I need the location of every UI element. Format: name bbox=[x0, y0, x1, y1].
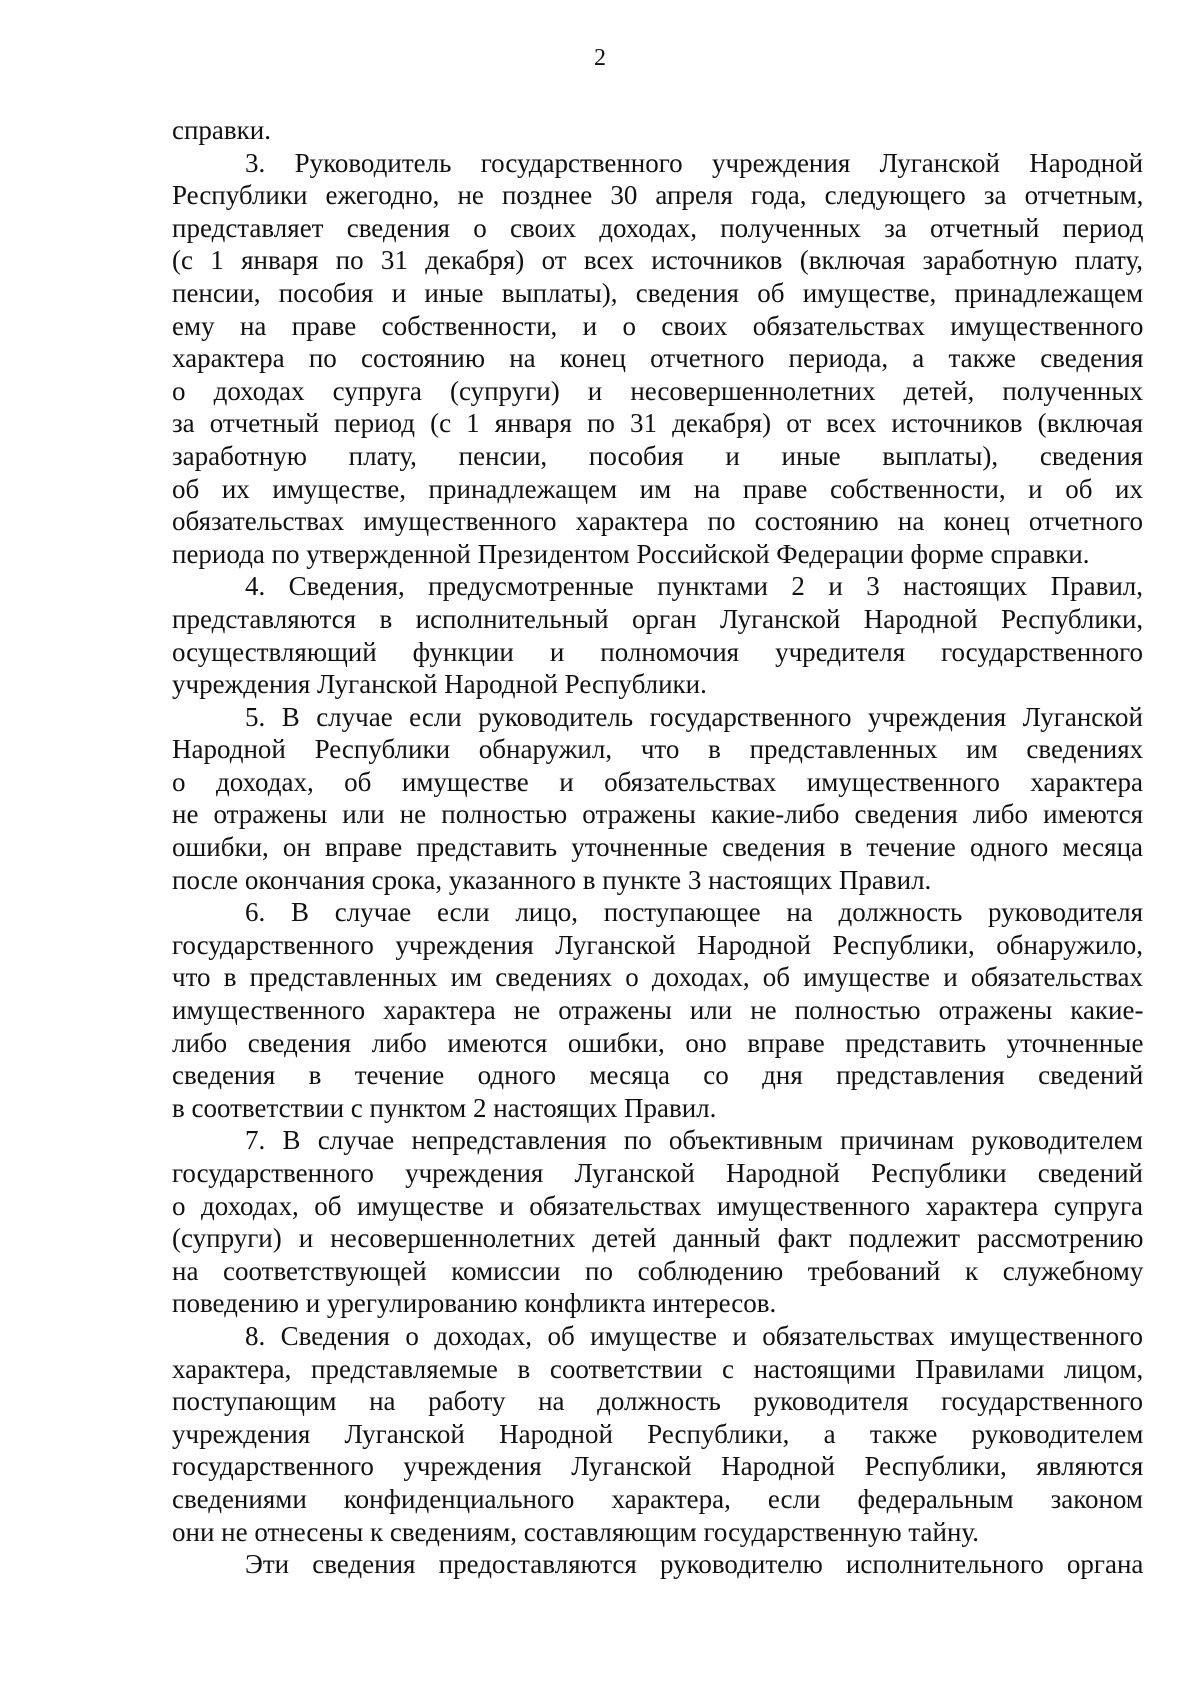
text-line: 7. В случае непредставления по объективным причинам руководителем bbox=[245, 1125, 1143, 1156]
text-line: ошибки, он вправе представить уточненные сведения в течение одного месяца bbox=[172, 832, 1143, 863]
text-line: 6. В случае если лицо, поступающее на должность руководителя bbox=[245, 897, 1144, 928]
text-line: представляются в исполнительный орган Луганской Народной Республики, bbox=[172, 603, 1144, 634]
document-body bbox=[172, 114, 1143, 1581]
text-line: пенсии, пособия и иные выплаты), сведения об имуществе, принадлежащем bbox=[172, 277, 1144, 308]
text-line: государственного учреждения Луганской Народной Республики сведений bbox=[172, 1158, 1143, 1188]
page-number: 2 bbox=[594, 45, 606, 71]
text-line: государственного учреждения Луганской Народной Республики, обнаружило, bbox=[172, 929, 1144, 960]
text-line: в соответствии с пунктом 2 настоящих Правил. bbox=[172, 1092, 717, 1123]
text-line: что в представленных им сведениях о доходах, об имуществе и обязательствах bbox=[172, 962, 1143, 993]
text-line: периода по утвержденной Президентом Российской Федерации форме справки. bbox=[172, 538, 1090, 569]
text-line: об их имуществе, принадлежащем им на праве собственности, и об их bbox=[172, 473, 1143, 504]
text-line: либо сведения либо имеются ошибки, оно вправе представить уточненные bbox=[172, 1027, 1144, 1058]
text-line: они не отнесены к сведениям, составляющим государственную тайну. bbox=[172, 1516, 979, 1547]
text-line: учреждения Луганской Народной Республики, а также руководителем bbox=[172, 1418, 1144, 1449]
text-line: сведениями конфиденциального характера, если федеральным законом bbox=[172, 1483, 1143, 1514]
text-line: не отражены или не полностью отражены какие-либо сведения либо имеются bbox=[172, 799, 1143, 830]
text-line: имущественного характера не отражены или не полностью отражены какие- bbox=[172, 995, 1144, 1026]
text-line: (супруги) и несовершеннолетних детей данный факт подлежит рассмотрению bbox=[172, 1223, 1144, 1254]
text-line: справки. bbox=[172, 115, 271, 145]
text-line: 4. Сведения, предусмотренные пунктами 2 и 3 настоящих Правил, bbox=[245, 571, 1143, 602]
text-line: заработную плату, пенсии, пособия и иные выплаты), сведения bbox=[172, 440, 1144, 471]
text-line: ему на праве собственности, и о своих обязательствах имущественного bbox=[172, 310, 1144, 341]
text-line: (с 1 января по 31 декабря) от всех источников (включая заработную плату, bbox=[172, 245, 1143, 276]
text-line: поступающим на работу на должность руководителя государственного bbox=[172, 1386, 1143, 1417]
text-line: о доходах, об имуществе и обязательствах имущественного характера bbox=[172, 766, 1143, 797]
text-line: на соответствующей комиссии по соблюдению требований к служебному bbox=[172, 1255, 1144, 1286]
text-line: поведению и урегулированию конфликта интересов. bbox=[172, 1288, 777, 1319]
text-line: Республики ежегодно, не позднее 30 апреля года, следующего за отчетным, bbox=[172, 180, 1144, 211]
text-line: сведения в течение одного месяца со дня представления сведений bbox=[172, 1060, 1144, 1091]
text-line: 5. В случае если руководитель государственного учреждения Луганской bbox=[245, 701, 1143, 732]
text-line: о доходах, об имуществе и обязательствах имущественного характера супруга bbox=[172, 1190, 1143, 1221]
text-line: осуществляющий функции и полномочия учредителя государственного bbox=[172, 636, 1143, 667]
text-line: после окончания срока, указанного в пункте 3 настоящих Правил. bbox=[172, 864, 932, 895]
text-line: 3. Руководитель государственного учреждения Луганской Народной bbox=[245, 147, 1144, 178]
text-line: характера по состоянию на конец отчетного периода, а также сведения bbox=[172, 343, 1144, 374]
text-line: обязательствах имущественного характера по состоянию на конец отчетного bbox=[172, 506, 1143, 537]
text-line: характера, представляемые в соответствии с настоящими Правилами лицом, bbox=[172, 1353, 1144, 1384]
text-line: представляет сведения о своих доходах, полученных за отчетный период bbox=[172, 212, 1144, 243]
text-line: о доходах супруга (супруги) и несовершеннолетних детей, полученных bbox=[172, 375, 1143, 406]
text-line: за отчетный период (с 1 января по 31 декабря) от всех источников (включая bbox=[172, 408, 1144, 439]
text-line: учреждения Луганской Народной Республики. bbox=[172, 669, 707, 700]
text-line: Народной Республики обнаружил, что в представленных им сведениях bbox=[172, 734, 1144, 765]
text-line: Эти сведения предоставляются руководителю исполнительного органа bbox=[245, 1549, 1144, 1580]
text-line: государственного учреждения Луганской Народной Республики, являются bbox=[172, 1451, 1144, 1482]
text-line: 8. Сведения о доходах, об имуществе и обязательствах имущественного bbox=[245, 1320, 1143, 1351]
